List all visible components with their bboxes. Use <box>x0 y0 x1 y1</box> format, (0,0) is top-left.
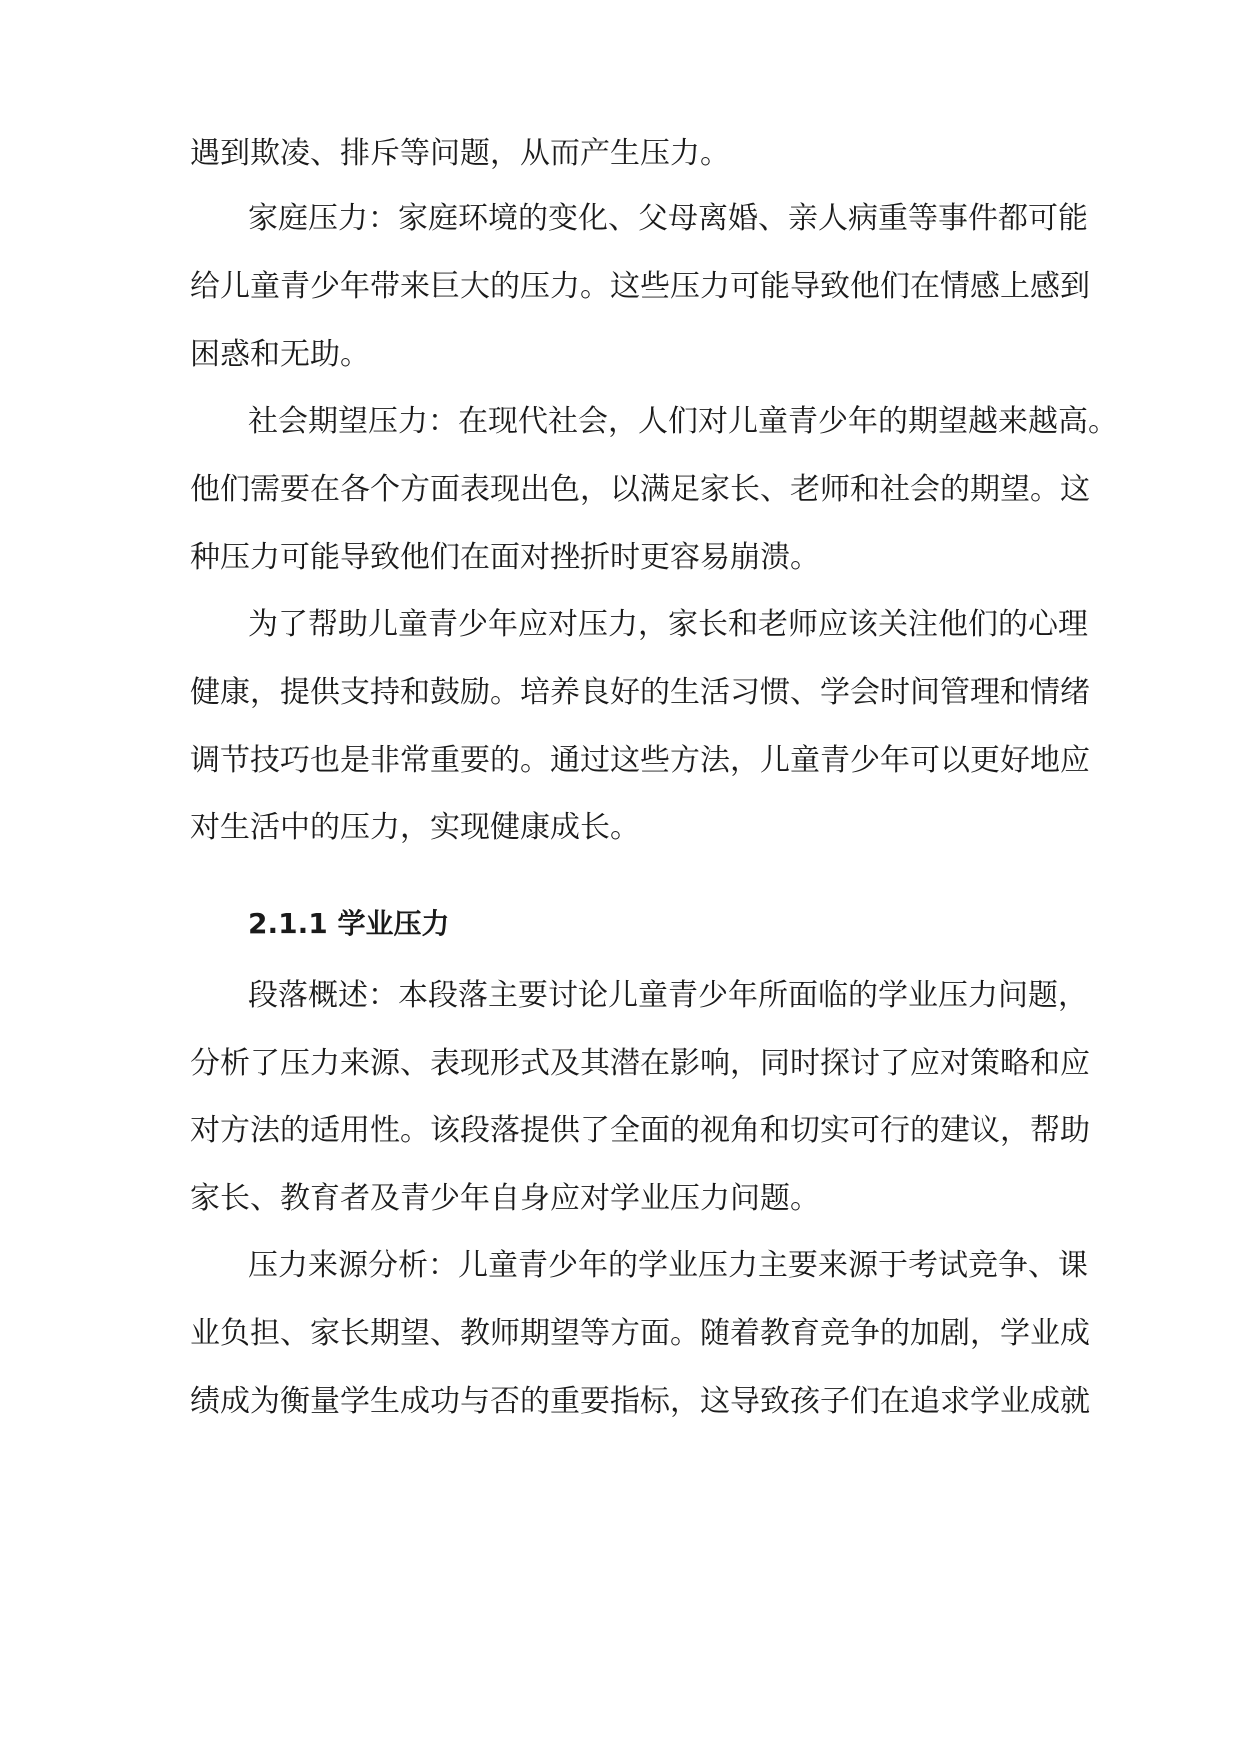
paragraph-line: 为了帮助儿童青少年应对压力，家长和老师应该关注他们的心理 <box>248 607 1088 642</box>
paragraph-line: 段落概述：本段落主要讨论儿童青少年所面临的学业压力问题， <box>248 978 1088 1013</box>
paragraph-line: 健康，提供支持和鼓励。培养良好的生活习惯、学会时间管理和情绪 <box>190 675 1090 710</box>
paragraph-line: 社会期望压力：在现代社会，人们对儿童青少年的期望越来越高。 <box>248 404 1118 439</box>
paragraph-line: 种压力可能导致他们在面对挫折时更容易崩溃。 <box>190 540 820 575</box>
paragraph-line: 给儿童青少年带来巨大的压力。这些压力可能导致他们在情感上感到 <box>190 269 1090 304</box>
paragraph-line: 对生活中的压力，实现健康成长。 <box>190 810 640 845</box>
paragraph-line: 家庭压力：家庭环境的变化、父母离婚、亲人病重等事件都可能 <box>248 201 1088 236</box>
paragraph-line: 遇到欺凌、排斥等问题，从而产生压力。 <box>190 136 730 171</box>
paragraph-line: 他们需要在各个方面表现出色，以满足家长、老师和社会的期望。这 <box>190 472 1090 507</box>
paragraph-line: 压力来源分析：儿童青少年的学业压力主要来源于考试竞争、课 <box>248 1248 1088 1283</box>
paragraph-line: 绩成为衡量学生成功与否的重要指标，这导致孩子们在追求学业成就 <box>190 1384 1090 1419</box>
paragraph-line: 业负担、家长期望、教师期望等方面。随着教育竞争的加剧，学业成 <box>190 1316 1090 1351</box>
paragraph-line: 调节技巧也是非常重要的。通过这些方法，儿童青少年可以更好地应 <box>190 743 1090 778</box>
section-heading: 2.1.1 学业压力 <box>248 907 450 940</box>
paragraph-line: 分析了压力来源、表现形式及其潜在影响，同时探讨了应对策略和应 <box>190 1046 1090 1081</box>
paragraph-line: 对方法的适用性。该段落提供了全面的视角和切实可行的建议，帮助 <box>190 1113 1090 1148</box>
paragraph-line: 家长、教育者及青少年自身应对学业压力问题。 <box>190 1181 820 1216</box>
paragraph-line: 困惑和无助。 <box>190 337 370 372</box>
